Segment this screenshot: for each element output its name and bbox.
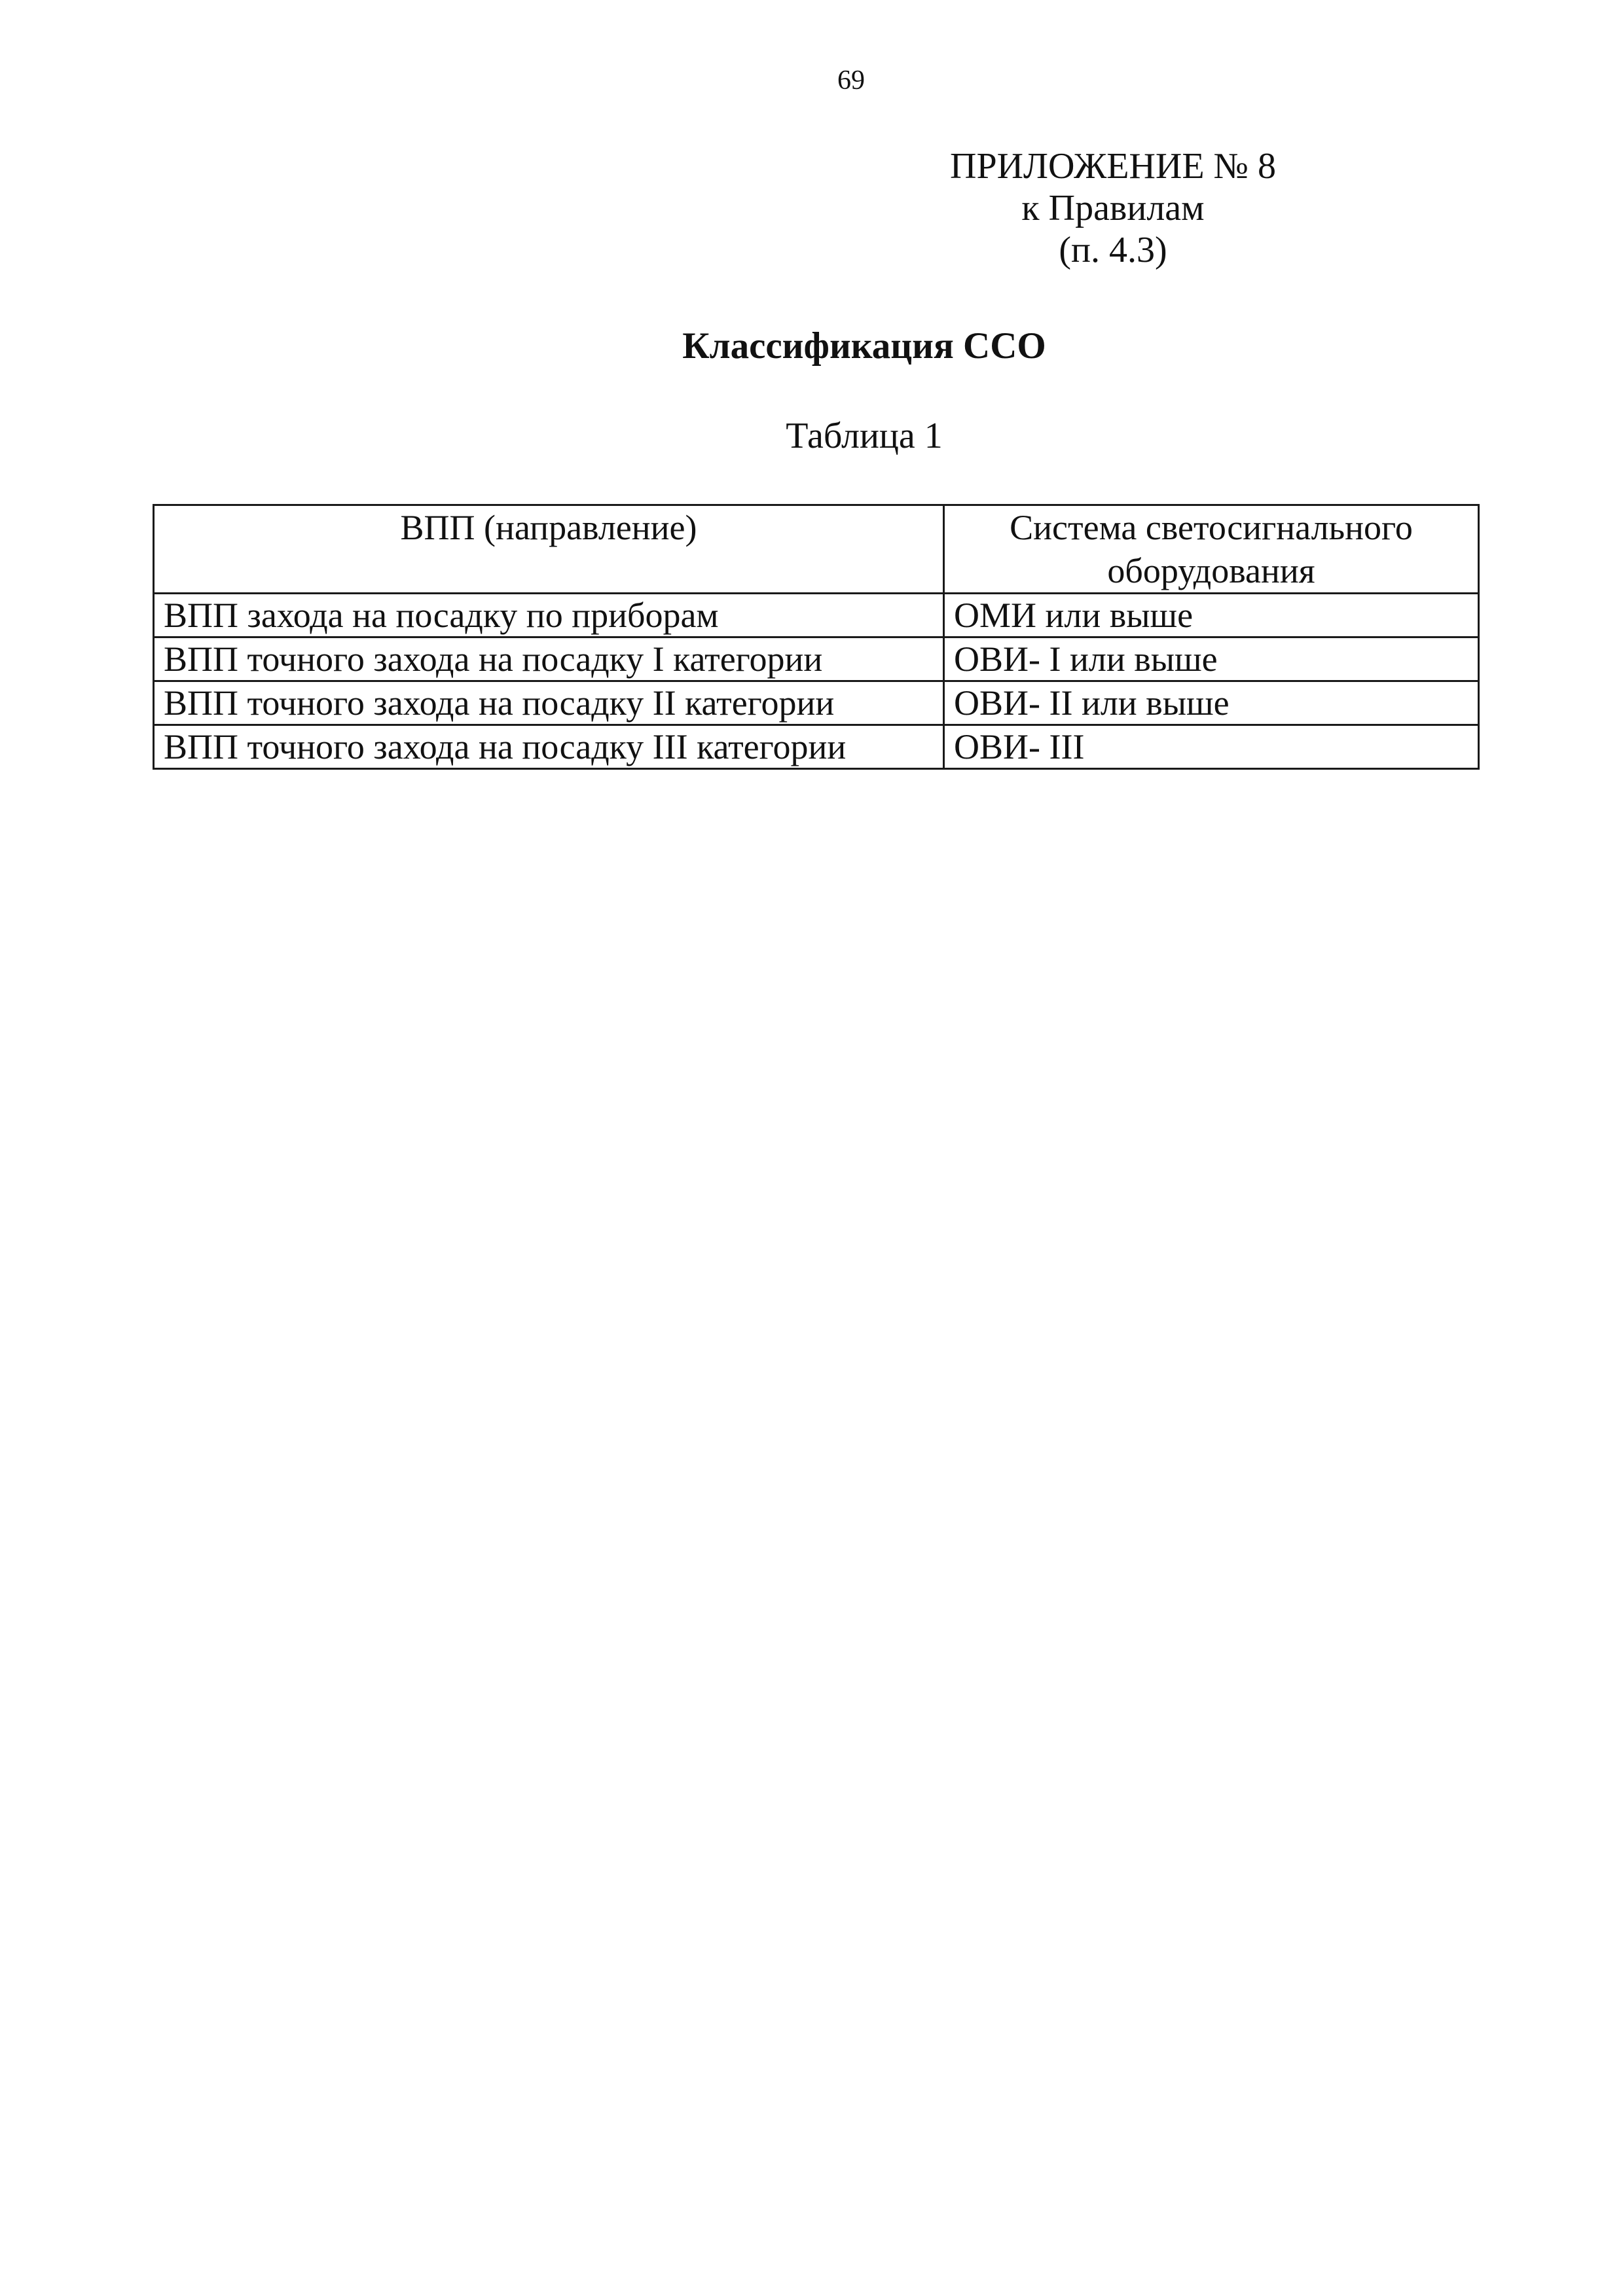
appendix-number: ПРИЛОЖЕНИЕ № 8 (950, 146, 1276, 187)
table-header-row (154, 505, 1479, 594)
table-row (154, 594, 1479, 637)
runway-cell: ВПП точного захода на посадку I категории (154, 637, 944, 681)
lighting-cell: ОМИ или выше (944, 594, 1479, 637)
table-row (154, 637, 1479, 681)
lighting-cell: ОВИ- III (944, 725, 1479, 769)
table-row (154, 681, 1479, 725)
appendix-reference: к Правилам (1021, 188, 1205, 228)
header-runway-line: ВПП (направление) (400, 508, 697, 547)
runway-cell: ВПП точного захода на посадку II категории (154, 681, 944, 725)
runway-cell: ВПП точного захода на посадку III категории (154, 725, 944, 769)
page-number: 69 (837, 65, 865, 96)
header-runway (154, 505, 944, 594)
table-caption: Таблица 1 (786, 416, 943, 456)
header-lighting-system (944, 505, 1479, 594)
classification-table (153, 504, 1480, 770)
document-title: Классификация ССО (682, 325, 1046, 367)
runway-cell: ВПП захода на посадку по приборам (154, 594, 944, 637)
header-lighting-line-1: Система светосигнального (1010, 508, 1413, 547)
lighting-cell: ОВИ- II или выше (944, 681, 1479, 725)
appendix-heading (851, 145, 1375, 271)
appendix-clause: (п. 4.3) (1059, 230, 1167, 270)
table-row (154, 725, 1479, 769)
lighting-cell: ОВИ- I или выше (944, 637, 1479, 681)
header-lighting-line-2: оборудования (1107, 551, 1315, 590)
